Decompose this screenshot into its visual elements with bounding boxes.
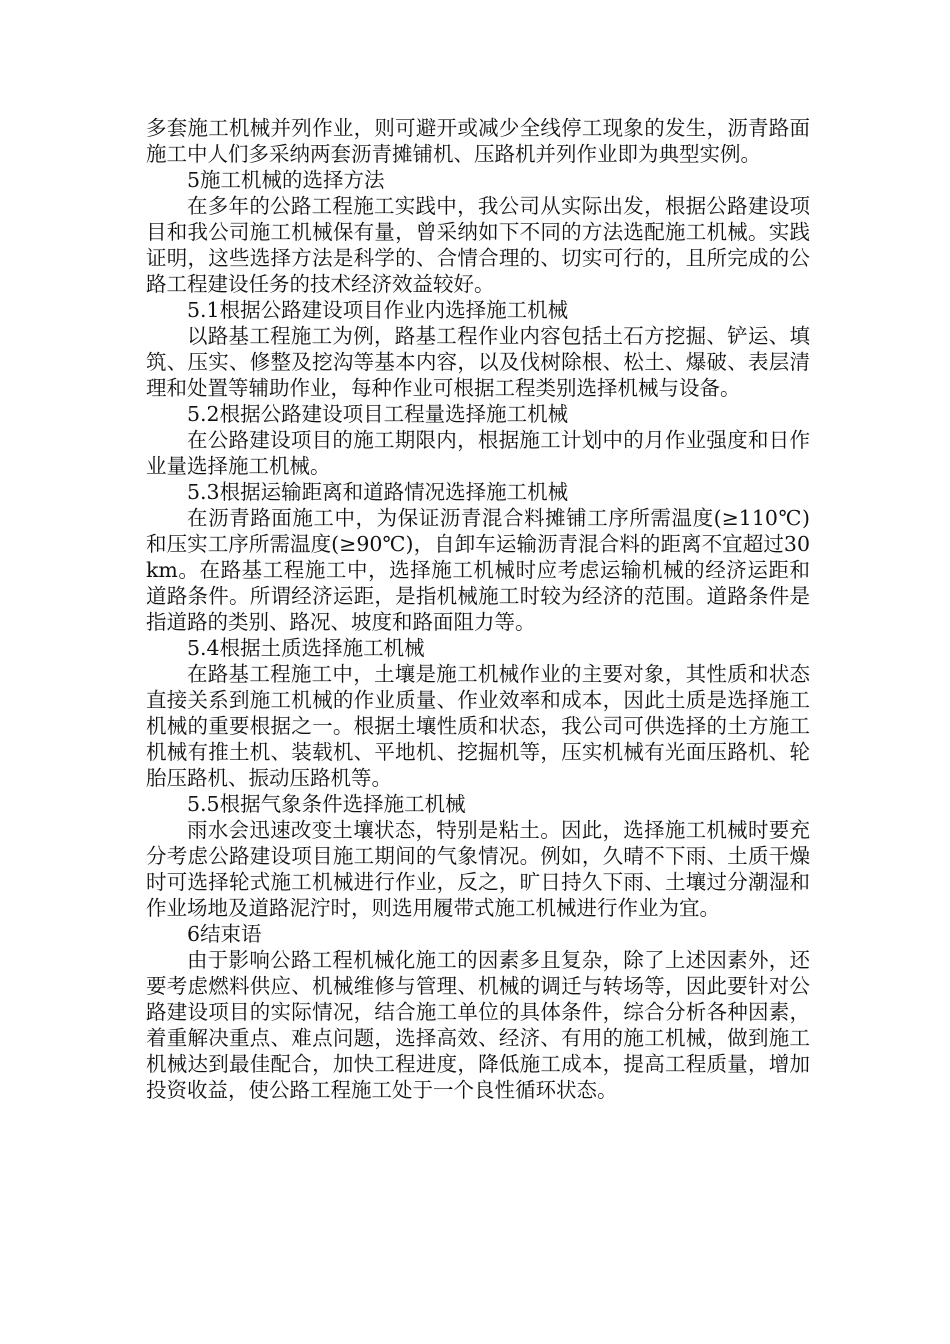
paragraph: 雨水会迅速改变土壤状态，特别是粘土。因此，选择施工机械时要充分考虑公路建设项目施工期间的气象情况。例如，久晴不下雨、土质干燥时可选择轮式施工机械进行作业，反之，旷日持久下雨、土壤过分潮湿和作业场地及道路泥泞时，则选用履带式施工机械进行作业为宜。	[146, 818, 810, 920]
section-heading-5-2: 5.2根据公路建设项目工程量选择施工机械	[187, 402, 569, 426]
paragraph: 在多年的公路工程施工实践中，我公司从实际出发，根据公路建设项目和我公司施工机械保有量，曾采纳如下不同的方法选配施工机械。实践证明，这些选择方法是科学的、合情合理的、切实可行的，且所完成的公路工程建设任务的技术经济效益较好。	[146, 194, 810, 296]
section-heading-6: 6结束语	[187, 922, 262, 946]
section-heading-5-1: 5.1根据公路建设项目作业内选择施工机械	[187, 298, 569, 322]
section-heading-5: 5施工机械的选择方法	[187, 168, 385, 192]
document-page	[146, 115, 810, 1103]
paragraph: 由于影响公路工程机械化施工的因素多且复杂，除了上述因素外，还要考虑燃料供应、机械维修与管理、机械的调迁与转场等，因此要针对公路建设项目的实际情况，结合施工单位的具体条件，综合分析各种因素，着重解决重点、难点问题，选择高效、经济、有用的施工机械，做到施工机械达到最佳配合，加快工程进度，降低施工成本，提高工程质量，增加投资收益，使公路工程施工处于一个良性循环状态。	[146, 948, 810, 1102]
section-heading-5-3: 5.3根据运输距离和道路情况选择施工机械	[187, 480, 569, 504]
paragraph: 在路基工程施工中，土壤是施工机械作业的主要对象，其性质和状态直接关系到施工机械的作业质量、作业效率和成本，因此土质是选择施工机械的重要根据之一。根据土壤性质和状态，我公司可供选择的土方施工机械有推土机、装载机、平地机、挖掘机等，压实机械有光面压路机、轮胎压路机、振动压路机等。	[146, 662, 810, 790]
paragraph: 在沥青路面施工中，为保证沥青混合料摊铺工序所需温度(≥110℃)和压实工序所需温度(≥90℃)，自卸车运输沥青混合料的距离不宜超过30km。在路基工程施工中，选择施工机械时应考虑运输机械的经济运距和道路条件。所谓经济运距，是指机械施工时较为经济的范围。道路条件是指道路的类别、路况、坡度和路面阻力等。	[146, 506, 810, 634]
section-heading-5-5: 5.5根据气象条件选择施工机械	[187, 792, 466, 816]
paragraph: 以路基工程施工为例，路基工程作业内容包括土石方挖掘、铲运、填筑、压实、修整及挖沟等基本内容，以及伐树除根、松土、爆破、表层清理和处置等辅助作业，每种作业可根据工程类别选择机械与设备。	[146, 324, 810, 400]
paragraph: 在公路建设项目的施工期限内，根据施工计划中的月作业强度和日作业量选择施工机械。	[146, 428, 810, 478]
section-heading-5-4: 5.4根据土质选择施工机械	[187, 636, 425, 660]
paragraph-continued: 多套施工机械并列作业，则可避开或减少全线停工现象的发生，沥青路面施工中人们多采纳两套沥青摊铺机、压路机并列作业即为典型实例。	[146, 116, 810, 166]
